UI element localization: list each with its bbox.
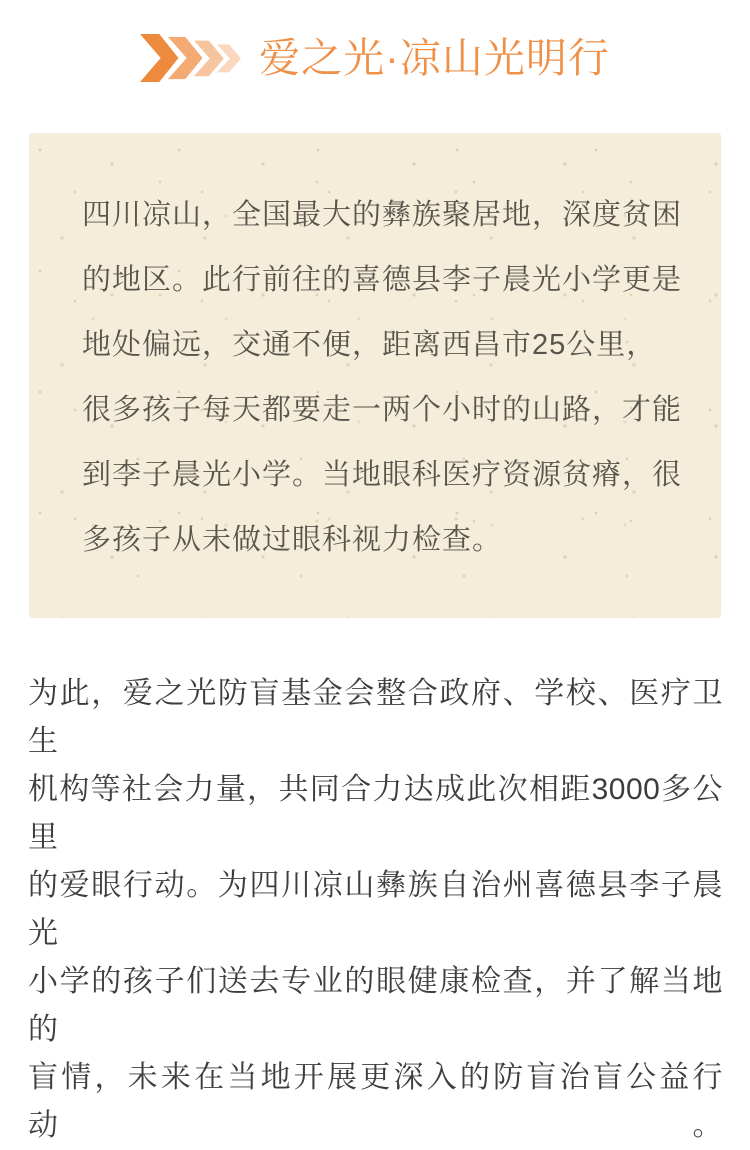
fast-forward-chevrons-icon bbox=[140, 32, 242, 84]
text-line: 的地区。此行前往的喜德县李子晨光小学更是 bbox=[82, 264, 683, 296]
text-line: 很多孩子每天都要走一两个小时的山路，才能 bbox=[82, 394, 683, 426]
text-line: 机构等社会力量，共同合力达成此次相距3000多公里 bbox=[28, 773, 723, 854]
page-title: 爱之光·凉山光明行 bbox=[259, 35, 610, 81]
article-header bbox=[0, 0, 750, 86]
text-line: 为此，爱之光防盲基金会整合政府、学校、医疗卫生 bbox=[28, 677, 723, 758]
highlight-text bbox=[82, 183, 683, 573]
text-line: 多孩子从未做过眼科视力检查。 bbox=[82, 524, 503, 556]
text-line: 的爱眼行动。为四川凉山彝族自治州喜德县李子晨光 bbox=[28, 869, 723, 950]
text-line: 四川凉山，全国最大的彝族聚居地，深度贫困 bbox=[82, 199, 683, 231]
body-paragraph bbox=[28, 670, 723, 1150]
text-line: 地处偏远，交通不便，距离西昌市25公里， bbox=[82, 329, 657, 361]
intro-highlight-box bbox=[29, 133, 721, 618]
text-line: 小学的孩子们送去专业的眼健康检查，并了解当地的 bbox=[28, 965, 723, 1046]
text-line: 盲情，未来在当地开展更深入的防盲治盲公益行动。 bbox=[28, 1061, 723, 1142]
text-line: 到李子晨光小学。当地眼科医疗资源贫瘠，很 bbox=[82, 459, 683, 491]
